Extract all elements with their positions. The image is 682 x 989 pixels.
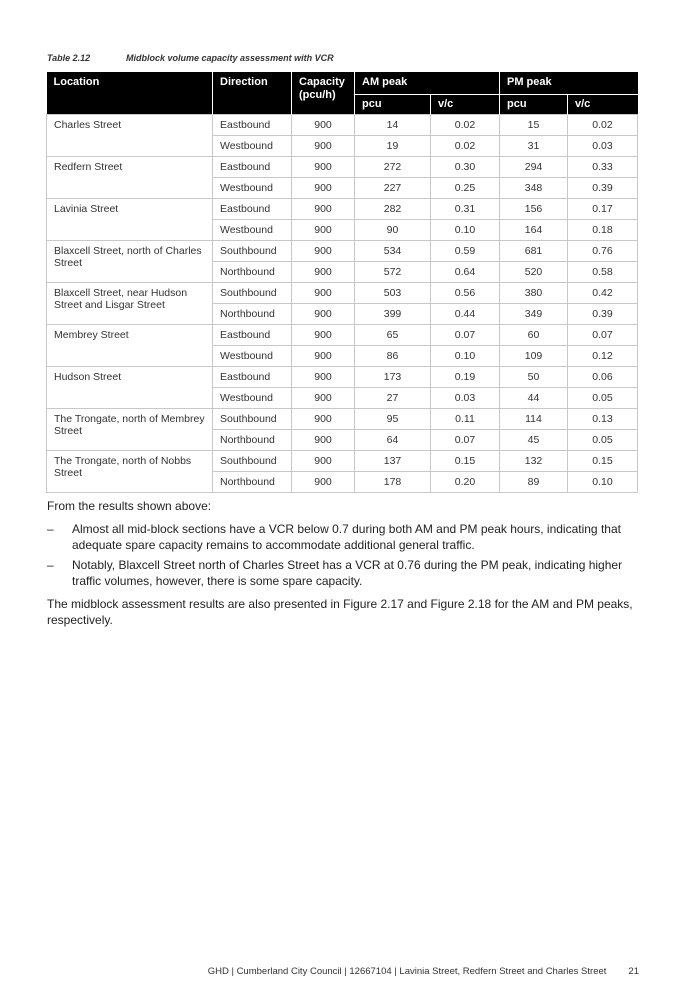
page-number: 21	[628, 966, 639, 977]
cell-pm-vc: 0.58	[568, 262, 638, 283]
cell-location: Blaxcell Street, north of Charles Street	[47, 241, 213, 283]
cell-capacity: 900	[292, 157, 355, 178]
header-capacity: Capacity (pcu/h)	[292, 72, 355, 115]
cell-am-vc: 0.03	[431, 388, 500, 409]
cell-pm-vc: 0.07	[568, 325, 638, 346]
cell-capacity: 900	[292, 220, 355, 241]
cell-capacity: 900	[292, 199, 355, 220]
closing-paragraph: The midblock assessment results are also presented in Figure 2.17 and Figure 2.18 for the AM and PM peaks, respectively.	[47, 597, 633, 627]
bullet-text: Notably, Blaxcell Street north of Charles Street has a VCR at 0.76 during the PM peak, indicating higher traffic volumes, however, there is some spare capacity.	[72, 558, 623, 588]
table-row	[47, 409, 638, 430]
cell-pm-vc: 0.03	[568, 136, 638, 157]
cell-location: Lavinia Street	[47, 199, 213, 241]
vcr-table	[46, 72, 638, 493]
table-row	[47, 115, 638, 136]
cell-capacity: 900	[292, 409, 355, 430]
cell-am-pcu: 90	[355, 220, 431, 241]
cell-am-pcu: 399	[355, 304, 431, 325]
cell-am-pcu: 64	[355, 430, 431, 451]
cell-am-pcu: 14	[355, 115, 431, 136]
cell-capacity: 900	[292, 367, 355, 388]
cell-am-pcu: 227	[355, 178, 431, 199]
cell-location: The Trongate, north of Nobbs Street	[47, 451, 213, 493]
bullet-item	[47, 557, 637, 589]
cell-am-pcu: 95	[355, 409, 431, 430]
cell-pm-pcu: 50	[500, 367, 568, 388]
cell-am-vc: 0.15	[431, 451, 500, 472]
cell-am-vc: 0.07	[431, 325, 500, 346]
cell-am-vc: 0.25	[431, 178, 500, 199]
table-row	[47, 157, 638, 178]
cell-pm-vc: 0.15	[568, 451, 638, 472]
table-row	[47, 367, 638, 388]
bullet-item	[47, 521, 637, 553]
header-pm-vc: v/c	[568, 95, 638, 115]
bullet-marker: –	[47, 522, 54, 536]
cell-direction: Eastbound	[213, 199, 292, 220]
cell-am-pcu: 503	[355, 283, 431, 304]
cell-pm-pcu: 380	[500, 283, 568, 304]
cell-am-pcu: 65	[355, 325, 431, 346]
cell-direction: Eastbound	[213, 157, 292, 178]
header-pm-pcu: pcu	[500, 95, 568, 115]
table-row	[47, 325, 638, 346]
cell-pm-vc: 0.17	[568, 199, 638, 220]
cell-capacity: 900	[292, 346, 355, 367]
cell-am-pcu: 272	[355, 157, 431, 178]
table-row	[47, 451, 638, 472]
cell-direction: Southbound	[213, 283, 292, 304]
cell-pm-pcu: 520	[500, 262, 568, 283]
cell-pm-vc: 0.05	[568, 430, 638, 451]
cell-direction: Eastbound	[213, 115, 292, 136]
cell-am-pcu: 137	[355, 451, 431, 472]
table-row	[47, 241, 638, 262]
cell-am-vc: 0.44	[431, 304, 500, 325]
cell-capacity: 900	[292, 304, 355, 325]
cell-am-vc: 0.02	[431, 115, 500, 136]
cell-capacity: 900	[292, 115, 355, 136]
cell-pm-pcu: 349	[500, 304, 568, 325]
cell-am-vc: 0.20	[431, 472, 500, 493]
cell-am-pcu: 19	[355, 136, 431, 157]
cell-capacity: 900	[292, 451, 355, 472]
table-caption	[47, 53, 334, 63]
cell-pm-pcu: 89	[500, 472, 568, 493]
cell-capacity: 900	[292, 241, 355, 262]
header-am-peak: AM peak	[355, 72, 500, 95]
cell-pm-pcu: 164	[500, 220, 568, 241]
intro-paragraph: From the results shown above:	[47, 499, 212, 513]
cell-am-pcu: 27	[355, 388, 431, 409]
cell-pm-vc: 0.42	[568, 283, 638, 304]
cell-am-vc: 0.64	[431, 262, 500, 283]
header-pm-peak: PM peak	[500, 72, 638, 95]
cell-capacity: 900	[292, 136, 355, 157]
cell-am-pcu: 572	[355, 262, 431, 283]
cell-am-pcu: 86	[355, 346, 431, 367]
cell-am-vc: 0.11	[431, 409, 500, 430]
header-am-vc: v/c	[431, 95, 500, 115]
cell-am-pcu: 534	[355, 241, 431, 262]
cell-pm-vc: 0.39	[568, 304, 638, 325]
cell-direction: Northbound	[213, 304, 292, 325]
cell-capacity: 900	[292, 178, 355, 199]
cell-capacity: 900	[292, 472, 355, 493]
cell-am-vc: 0.07	[431, 430, 500, 451]
cell-direction: Westbound	[213, 220, 292, 241]
cell-capacity: 900	[292, 283, 355, 304]
cell-am-pcu: 173	[355, 367, 431, 388]
cell-capacity: 900	[292, 430, 355, 451]
cell-direction: Eastbound	[213, 325, 292, 346]
cell-pm-vc: 0.13	[568, 409, 638, 430]
cell-pm-pcu: 15	[500, 115, 568, 136]
cell-capacity: 900	[292, 262, 355, 283]
cell-am-vc: 0.02	[431, 136, 500, 157]
cell-am-vc: 0.10	[431, 220, 500, 241]
cell-pm-vc: 0.39	[568, 178, 638, 199]
bullet-text: Almost all mid-block sections have a VCR below 0.7 during both AM and PM peak hours, indicating that adequate spare capacity remains to accommodate additional general traffic.	[72, 522, 621, 552]
cell-location: Hudson Street	[47, 367, 213, 409]
bullet-marker: –	[47, 558, 54, 572]
cell-pm-pcu: 44	[500, 388, 568, 409]
header-location: Location	[47, 72, 213, 115]
cell-pm-pcu: 132	[500, 451, 568, 472]
cell-pm-pcu: 156	[500, 199, 568, 220]
table-row	[47, 283, 638, 304]
cell-pm-vc: 0.76	[568, 241, 638, 262]
cell-direction: Westbound	[213, 388, 292, 409]
header-direction: Direction	[213, 72, 292, 115]
table-number: Table 2.12	[47, 53, 91, 63]
cell-pm-pcu: 31	[500, 136, 568, 157]
cell-pm-vc: 0.18	[568, 220, 638, 241]
cell-direction: Westbound	[213, 136, 292, 157]
cell-direction: Northbound	[213, 262, 292, 283]
cell-pm-vc: 0.05	[568, 388, 638, 409]
cell-direction: Westbound	[213, 178, 292, 199]
cell-pm-vc: 0.02	[568, 115, 638, 136]
cell-am-vc: 0.19	[431, 367, 500, 388]
cell-location: Redfern Street	[47, 157, 213, 199]
cell-pm-pcu: 348	[500, 178, 568, 199]
header-am-pcu: pcu	[355, 95, 431, 115]
cell-direction: Southbound	[213, 451, 292, 472]
cell-capacity: 900	[292, 388, 355, 409]
cell-pm-pcu: 681	[500, 241, 568, 262]
cell-am-vc: 0.31	[431, 199, 500, 220]
cell-location: The Trongate, north of Membrey Street	[47, 409, 213, 451]
cell-am-pcu: 178	[355, 472, 431, 493]
cell-pm-pcu: 294	[500, 157, 568, 178]
table-title: Midblock volume capacity assessment with VCR	[126, 53, 334, 63]
cell-location: Membrey Street	[47, 325, 213, 367]
cell-am-vc: 0.59	[431, 241, 500, 262]
cell-direction: Northbound	[213, 472, 292, 493]
cell-pm-pcu: 60	[500, 325, 568, 346]
cell-direction: Southbound	[213, 409, 292, 430]
cell-direction: Northbound	[213, 430, 292, 451]
cell-pm-vc: 0.33	[568, 157, 638, 178]
cell-pm-vc: 0.10	[568, 472, 638, 493]
page-footer	[208, 966, 639, 977]
cell-am-vc: 0.30	[431, 157, 500, 178]
cell-am-vc: 0.10	[431, 346, 500, 367]
cell-direction: Eastbound	[213, 367, 292, 388]
cell-pm-pcu: 109	[500, 346, 568, 367]
cell-direction: Southbound	[213, 241, 292, 262]
cell-am-vc: 0.56	[431, 283, 500, 304]
cell-location: Charles Street	[47, 115, 213, 157]
cell-capacity: 900	[292, 325, 355, 346]
cell-am-pcu: 282	[355, 199, 431, 220]
cell-location: Blaxcell Street, near Hudson Street and Lisgar Street	[47, 283, 213, 325]
cell-pm-vc: 0.06	[568, 367, 638, 388]
cell-pm-pcu: 45	[500, 430, 568, 451]
footer-text: GHD | Cumberland City Council | 12667104 | Lavinia Street, Redfern Street and Charles Street	[207, 966, 607, 977]
table-body	[47, 115, 638, 493]
cell-direction: Westbound	[213, 346, 292, 367]
table-row	[47, 199, 638, 220]
cell-pm-vc: 0.12	[568, 346, 638, 367]
cell-pm-pcu: 114	[500, 409, 568, 430]
